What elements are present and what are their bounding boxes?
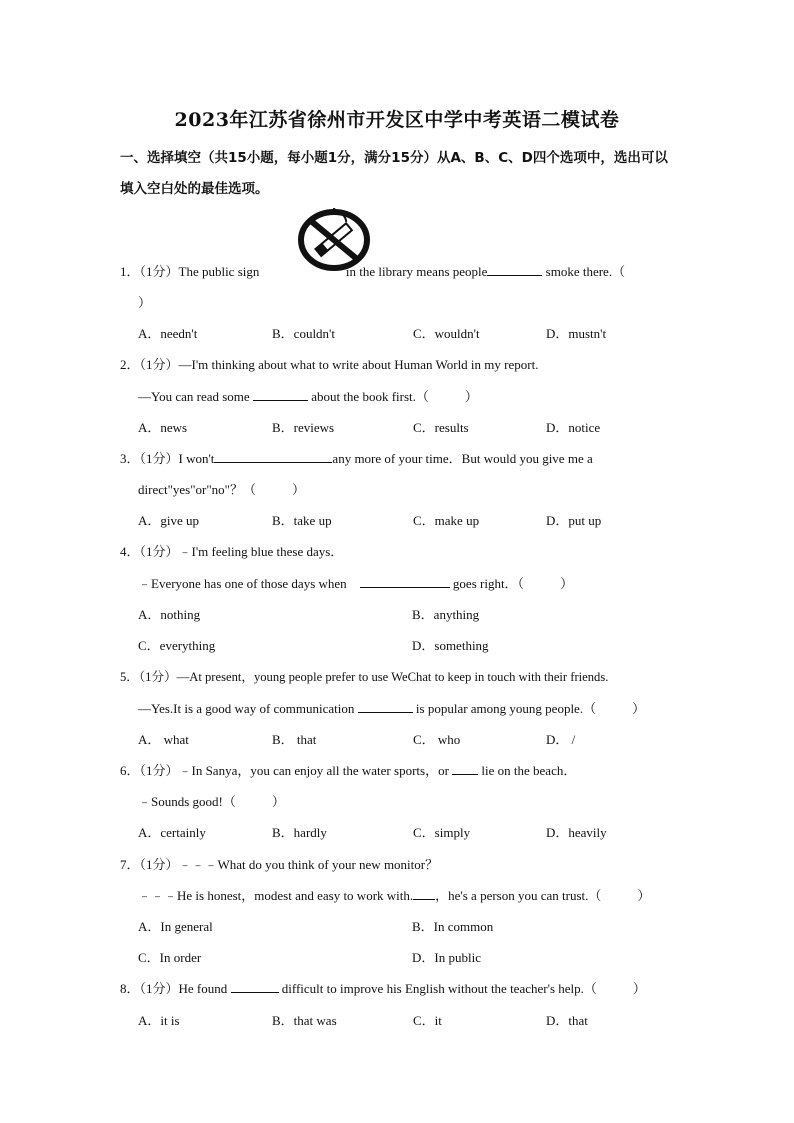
q2-option-d[interactable]: D．notice [546,420,601,435]
question-7-reply: ﹣﹣﹣He is honest，modest and easy to work with. ，he's a person you can trust.（ ） [138,888,651,903]
q1-option-a[interactable]: A．needn't [138,326,198,341]
q3-option-d[interactable]: D．put up [546,513,602,528]
q7-option-a[interactable]: A．In general [138,919,213,934]
q6-option-d[interactable]: D．heavily [546,825,607,840]
question-2: 2．（1分）—I'm thinking about what to write about Human World in my report. [120,357,539,372]
question-8: 8．（1分）He found difficult to improve his English without the teacher's help.（ ） [120,981,646,996]
question-3-cont: direct"yes"or"no"？（ ） [138,482,305,497]
q7-option-c[interactable]: C．In order [138,950,202,965]
question-6: 6．（1分）﹣In Sanya，you can enjoy all the water sports，or lie on the beach． [120,763,577,778]
q8-option-c[interactable]: C．it [413,1013,442,1028]
question-1-close: ） [138,295,152,310]
q8-option-d[interactable]: D．that [546,1013,588,1028]
q1-option-c[interactable]: C．wouldn't [413,326,480,341]
q6-option-c[interactable]: C．simply [413,825,471,840]
q1-option-d[interactable]: D．mustn't [546,326,607,341]
q7-option-d[interactable]: D．In public [412,950,481,965]
question-4: 4．（1分）﹣I'm feeling blue these days． [120,544,344,559]
q4-option-a[interactable]: A．nothing [138,607,201,622]
q7-option-b[interactable]: B．In common [412,919,494,934]
q4-option-c[interactable]: C．everything [138,638,216,653]
question-4-reply: ﹣Everyone has one of those days when goes right．（ ） [138,576,574,591]
q5-option-a[interactable]: A． what [138,732,189,747]
page-title: 2023年江苏省徐州市开发区中学中考英语二模试卷 [174,109,620,131]
q2-option-c[interactable]: C．results [413,420,469,435]
question-2-reply: —You can read some about the book first.（ ） [138,389,478,404]
question-1: 1．（1分）The public sign in the library means people smoke there.（ [120,264,626,279]
q8-option-b[interactable]: B．that was [272,1013,337,1028]
q3-option-b[interactable]: B．take up [272,513,332,528]
question-3: 3．（1分）I won't any more of your time．But would you give me a [120,451,593,466]
q3-option-c[interactable]: C．make up [413,513,480,528]
question-5: 5．（1分）—At present，young people prefer to use WeChat to keep in touch with their friends. [120,670,609,684]
q5-option-d[interactable]: D． / [546,732,576,747]
q5-option-b[interactable]: B． that [272,732,317,747]
q8-option-a[interactable]: A．it is [138,1013,180,1028]
q6-option-a[interactable]: A．certainly [138,825,206,840]
question-5-reply: —Yes.It is a good way of communication is popular among young people.（ ） [138,701,646,716]
q3-option-a[interactable]: A．give up [138,513,200,528]
q5-option-c[interactable]: C． who [413,732,461,747]
question-7: 7．（1分）﹣﹣﹣What do you think of your new monitor？ [120,857,439,872]
question-6-reply: ﹣Sounds good!（ ） [138,794,285,809]
q1-option-b[interactable]: B．couldn't [272,326,336,341]
q2-option-b[interactable]: B．reviews [272,420,335,435]
q4-option-d[interactable]: D．something [412,638,489,653]
q2-option-a[interactable]: A．news [138,420,188,435]
q4-option-b[interactable]: B．anything [412,607,480,622]
q6-option-b[interactable]: B．hardly [272,825,327,840]
section-instructions: 一、选择填空（共15小题，每小题1分，满分15分）从A、B、C、D四个选项中，选出可以填入空白处的最佳选项。 [120,150,668,197]
